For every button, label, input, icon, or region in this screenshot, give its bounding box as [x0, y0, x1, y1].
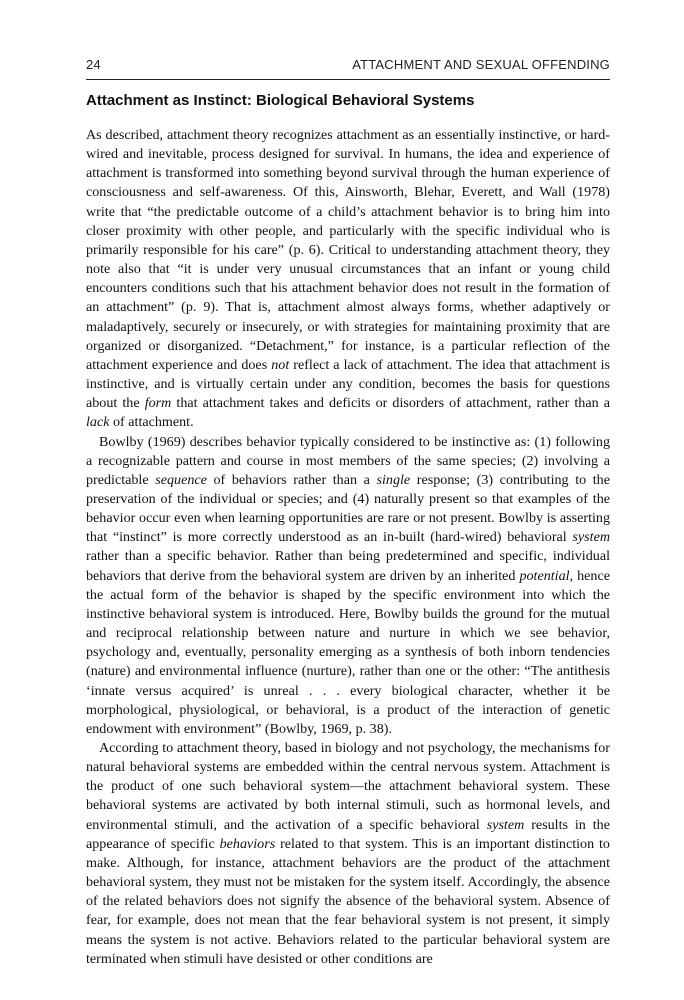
running-title: ATTACHMENT AND SEXUAL OFFENDING	[352, 57, 610, 72]
paragraph-3	[86, 739, 610, 969]
section-heading: Attachment as Instinct: Biological Behavioral Systems	[86, 92, 475, 109]
text-run: reflect a lack of attachment. The idea that attachment is instinctive, and is virtually certain under any condition, becomes the basis for questions about the	[86, 356, 610, 412]
text-run: that attachment takes and deficits or disorders of attachment, rather than a	[171, 395, 610, 412]
text-run: As described, attachment theory recognizes attachment as an essentially instinctive, or hard-wired and inevitable, process designed for survival. In humans, the idea and experience of attachment is transformed into something beyond survival through the human experience of consciousness and self-awareness. Of this, Ainsworth, Blehar, Everett, and Wall (1978) write that “the predictable outcome of a child’s attachment behavior is to bring him into closer proximity with other people, and particularly with the specific individual who is primarily responsible for his care” (p. 6). Critical to understanding attachment theory, they note also that “it is under very unusual circumstances that an infant or young child encounters conditions such that his attachment behavior does not result in the formation of an attachment” (p. 9). That is, attachment almost always forms, whether adaptively or maladaptively, securely or insecurely, or with strategies for maintaining proximity that are organized or disorganized. “Detachment,” for instance, is a particular reflection of the attachment experience and does	[86, 127, 610, 373]
emphasis: single	[376, 471, 411, 488]
text-run: of attachment.	[109, 414, 194, 431]
emphasis: system	[572, 529, 610, 546]
text-run: According to attachment theory, based in biology and not psychology, the mechanisms for natural behavioral systems are embedded within the central nervous system. Attachment is the product of one such behavioral system—the attachment behavioral system. These behavioral systems are activated by both internal stimuli, such as hormonal levels, and environmental stimuli, and the activation of a specific behavioral	[86, 740, 610, 833]
emphasis: not	[271, 356, 290, 373]
text-run: , hence the actual form of the behavior is shaped by the specific environment into which the instinctive behavioral system is introduced. Here, Bowlby builds the ground for the mutual and reciprocal relationship between nature and nurture in which we see behavior, psychology and, eventually, personality emerging as a synthesis of both inborn tendencies (nature) and environmental influence (nurture), rather than one or the other: “The antithesis ‘innate versus acquired’ is unreal . . . every biological character, whether it be morphological, physiological, or behavioral, is a product of the interaction of genetic endowment with environment” (Bowlby, 1969, p. 38).	[86, 567, 610, 737]
body-text	[86, 126, 610, 969]
emphasis: potential	[519, 567, 570, 584]
page-number: 24	[86, 57, 101, 72]
text-run: response; (3) contributing to the preservation of the individual or species; and (4) naturally present so that examples of the behavior occur even when learning opportunities are rare or not present. Bowlby is asserting that “instinct” is more correctly understood as an in-built (hard-wired) behavioral	[86, 471, 610, 546]
emphasis: lack	[86, 414, 110, 431]
text-run: results in the appearance of specific	[86, 816, 610, 852]
paragraph-2	[86, 433, 610, 740]
emphasis: behaviors	[219, 835, 276, 852]
text-run: related to that system. This is an important distinction to make. Although, for instance, attachment behaviors are the product of the attachment behavioral system, they must not be mistaken for the system itself. Accordingly, the absence of the related behaviors does not signify the absence of the behavioral system. Absence of fear, for example, does not mean that the fear behavioral system is not present, it simply means the system is not active. Behaviors related to the particular behavioral system are terminated when stimuli have desisted or other conditions are	[86, 835, 610, 967]
emphasis: sequence	[155, 471, 207, 488]
running-header	[86, 57, 610, 80]
text-run: Bowlby (1969) describes behavior typically considered to be instinctive as: (1) following a recognizable pattern and course in most members of the same species; (2) involving a predictable	[86, 433, 610, 488]
paragraph-1	[86, 126, 610, 433]
text-run: of behaviors rather than a	[206, 471, 377, 488]
emphasis: form	[144, 395, 172, 412]
emphasis: system	[486, 816, 525, 833]
text-run: rather than a specific behavior. Rather than being predetermined and specific, individual behaviors that derive from the behavioral system are driven by an inherited	[86, 548, 610, 584]
